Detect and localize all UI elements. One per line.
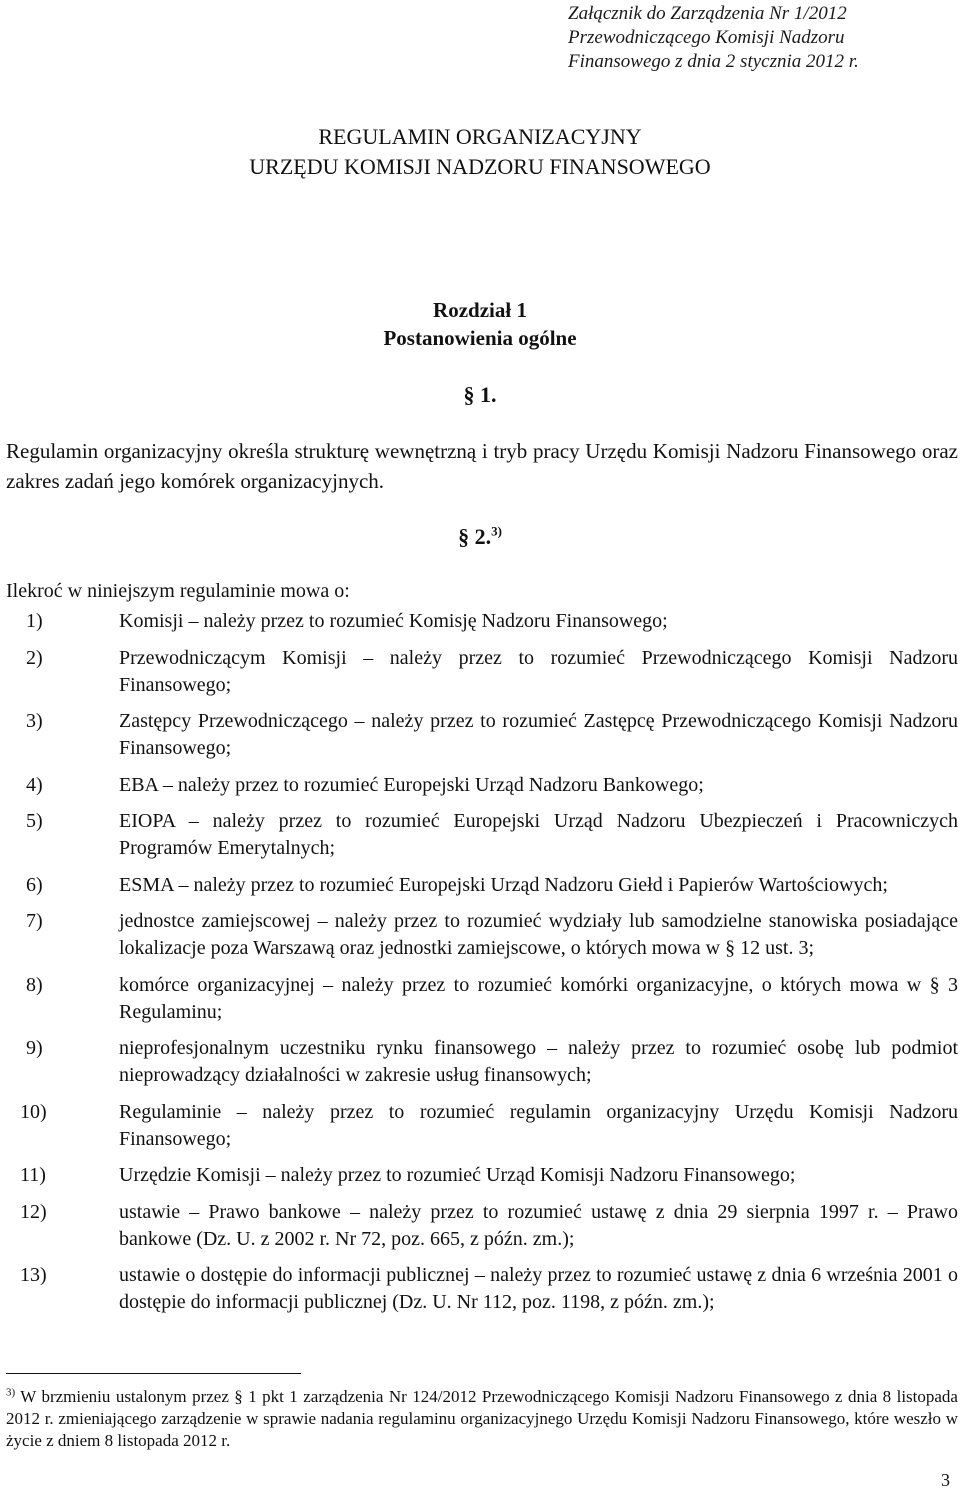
list-item-text: EIOPA – należy przez to rozumieć Europejski Urząd Nadzoru Ubezpieczeń i Pracowniczych Programów Emerytalnych; <box>119 810 958 859</box>
list-item-text: jednostce zamiejscowej – należy przez to rozumieć wydziały lub samodzielne stanowiska posiadające lokalizacje poza Warszawą oraz jednostki zamiejscowe, o których mowa w § 12 ust. 3; <box>119 910 958 959</box>
section-2-intro: Ilekroć w niniejszym regulaminie mowa o: <box>6 580 350 602</box>
footnote-mark: 3) <box>6 1386 16 1399</box>
section-1-heading <box>0 381 960 409</box>
footnote-reference: 3) <box>491 523 502 539</box>
list-item-number: 12) <box>20 1200 47 1223</box>
list-item-text: Komisji – należy przez to rozumieć Komisję Nadzoru Finansowego; <box>119 610 668 632</box>
list-item-number: 11) <box>20 1164 46 1186</box>
annex-line-1: Załącznik do Zarządzenia Nr 1/2012 <box>568 3 847 24</box>
footnote-text: W brzmieniu ustalonym przez § 1 pkt 1 zarządzenia Nr 124/2012 Przewodniczącego Komisji Nadzoru Finansowego z dnia 8 listopada 2012 r. zmieniającego zarządzenie w sprawie nadania regulaminu organizacyjnego Urzędu Komisji Nadzoru Finansowego, które weszło w życie z dniem 8 listopada 2012 r. <box>6 1387 958 1450</box>
list-item-number: 9) <box>26 1037 43 1059</box>
annex-line-2: Przewodniczącego Komisji Nadzoru <box>568 27 845 48</box>
list-item <box>6 1262 958 1316</box>
list-item-number: 8) <box>26 973 43 996</box>
section-2-heading <box>0 523 960 551</box>
list-item <box>6 1099 958 1153</box>
title-line-1: REGULAMIN ORGANIZACYJNY <box>318 124 642 149</box>
document-title <box>0 122 960 182</box>
list-item-text: EBA – należy przez to rozumieć Europejski Urząd Nadzoru Bankowego; <box>119 773 704 796</box>
list-item-number: 7) <box>26 910 43 932</box>
list-item <box>6 872 958 899</box>
list-item <box>6 645 958 699</box>
chapter-label: Rozdział 1 <box>433 298 527 322</box>
list-item-number: 13) <box>20 1264 47 1286</box>
list-item-text: Regulaminie – należy przez to rozumieć regulamin organizacyjny Urzędu Komisji Nadzoru Finansowego; <box>119 1100 958 1150</box>
list-item-text: ustawie – Prawo bankowe – należy przez to rozumieć ustawę z dnia 29 sierpnia 1997 r. – Prawo bankowe (Dz. U. z 2002 r. Nr 72, poz. 665, z późn. zm.); <box>119 1200 958 1250</box>
page-number: 3 <box>941 1470 950 1490</box>
list-item-number: 5) <box>26 810 43 832</box>
list-item-number: 10) <box>20 1100 47 1123</box>
footnote-divider <box>6 1373 301 1374</box>
annex-line-3: Finansowego z dnia 2 stycznia 2012 r. <box>568 51 859 72</box>
section-sign-icon: § <box>463 382 480 407</box>
list-item-text: Zastępcy Przewodniczącego – należy przez to rozumieć Zastępcę Przewodniczącego Komisji Nadzoru Finansowego; <box>119 710 958 759</box>
list-item <box>6 608 958 635</box>
chapter-name: Postanowienia ogólne <box>383 326 577 350</box>
section-1-text: Regulamin organizacyjny określa strukturę wewnętrzną i tryb pracy Urzędu Komisji Nadzoru Finansowego oraz zakres zadań jego komórek organizacyjnych. <box>6 439 958 493</box>
list-item-text: ESMA – należy przez to rozumieć Europejski Urząd Nadzoru Giełd i Papierów Wartościowych; <box>119 873 888 896</box>
list-item <box>6 1035 958 1089</box>
list-item-text: ustawie o dostępie do informacji publicznej – należy przez to rozumieć ustawę z dnia 6 września 2001 o dostępie do informacji publicznej (Dz. U. Nr 112, poz. 1198, z późn. zm.); <box>119 1264 958 1313</box>
definitions-list <box>6 608 958 1326</box>
list-item-text: Przewodniczącym Komisji – należy przez to rozumieć Przewodniczącego Komisji Nadzoru Finansowego; <box>119 646 958 696</box>
title-line-2: URZĘDU KOMISJI NADZORU FINANSOWEGO <box>249 154 711 179</box>
list-item-text: komórce organizacyjnej – należy przez to rozumieć komórki organizacyjne, o których mowa w § 3 Regulaminu; <box>119 973 958 1023</box>
list-item-number: 4) <box>26 773 43 796</box>
section-sign-icon: § <box>458 524 475 549</box>
list-item <box>6 908 958 962</box>
list-item <box>6 808 958 862</box>
list-item-number: 6) <box>26 873 43 896</box>
list-item <box>6 972 958 1026</box>
list-item-number: 3) <box>26 710 43 732</box>
list-item <box>6 1162 958 1189</box>
section-2-mark: 2. <box>474 524 492 549</box>
footnote <box>6 1386 958 1452</box>
list-item-text: Urzędzie Komisji – należy przez to rozumieć Urząd Komisji Nadzoru Finansowego; <box>119 1164 796 1186</box>
list-item <box>6 708 958 762</box>
annex-note <box>568 2 948 74</box>
section-1-mark: 1. <box>480 382 497 407</box>
list-item-number: 1) <box>26 610 43 632</box>
list-item-number: 2) <box>26 646 43 669</box>
list-item <box>6 1199 958 1253</box>
list-item-text: nieprofesjonalnym uczestniku rynku finansowego – należy przez to rozumieć osobę lub podmiot nieprowadzący działalności w zakresie usług finansowych; <box>119 1037 958 1086</box>
list-item <box>6 772 958 799</box>
